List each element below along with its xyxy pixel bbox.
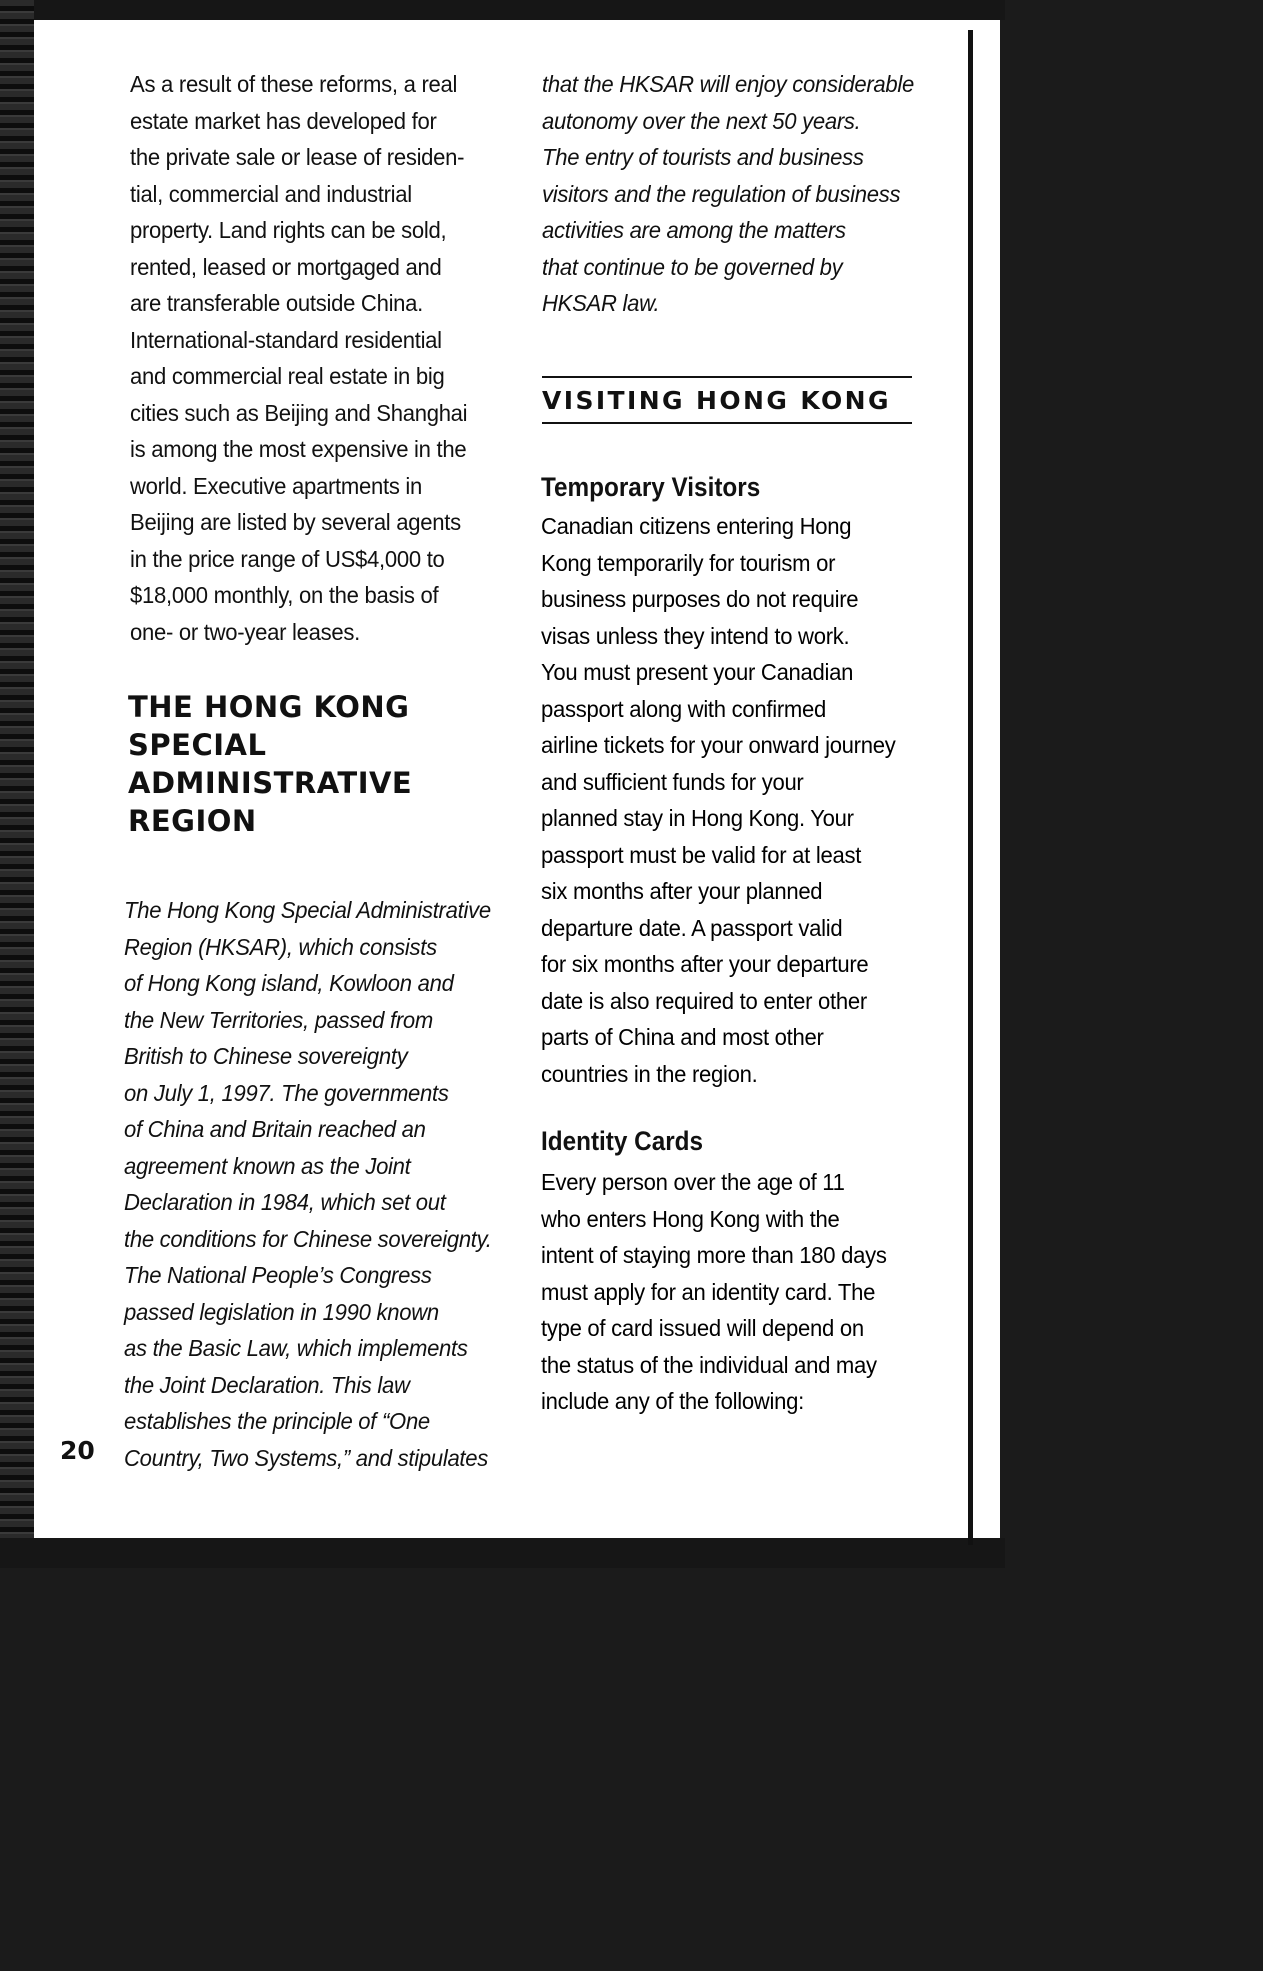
hksar-intro-block bbox=[124, 892, 507, 1476]
text-line: activities are among the matters bbox=[542, 217, 846, 243]
heading-line: ADMINISTRATIVE bbox=[128, 766, 413, 800]
heading-line: SPECIAL bbox=[128, 728, 267, 762]
text-line: in the price range of US$4,000 to bbox=[130, 545, 445, 572]
scan-left-edge bbox=[0, 0, 34, 1568]
text-line: tial, commercial and industrial bbox=[130, 180, 412, 207]
left-column bbox=[130, 66, 502, 650]
text-line: The Hong Kong Special Administrative bbox=[124, 897, 491, 923]
heading-line: REGION bbox=[128, 804, 257, 838]
text-line: cities such as Beijing and Shanghai bbox=[130, 399, 468, 426]
text-line: that continue to be governed by bbox=[542, 253, 843, 280]
text-line: Canadian citizens entering Hong bbox=[541, 513, 852, 539]
text-line: planned stay in Hong Kong. Your bbox=[541, 805, 854, 831]
text-line: autonomy over the next 50 years. bbox=[542, 107, 861, 134]
text-line: International-standard residential bbox=[130, 326, 442, 353]
text-line: estate market has developed for bbox=[130, 107, 437, 134]
text-line: type of card issued will depend on bbox=[541, 1315, 864, 1341]
text-line: establishes the principle of “One bbox=[124, 1408, 430, 1434]
text-line: business purposes do not require bbox=[541, 586, 859, 612]
text-line: passport along with confirmed bbox=[541, 695, 826, 722]
hksar-intro-paragraph bbox=[124, 892, 492, 1476]
page-right-border bbox=[968, 30, 973, 1545]
text-line: the conditions for Chinese sovereignty. bbox=[124, 1225, 492, 1252]
text-line: departure date. A passport valid bbox=[541, 914, 843, 941]
text-line: for six months after your departure bbox=[541, 951, 869, 977]
text-line: are transferable outside China. bbox=[130, 290, 424, 316]
page-number: 20 bbox=[60, 1436, 95, 1465]
temporary-visitors-paragraph bbox=[541, 508, 895, 1092]
text-line: six months after your planned bbox=[541, 878, 823, 904]
text-line: The entry of tourists and business bbox=[542, 144, 864, 170]
text-line: visitors and the regulation of business bbox=[542, 180, 901, 207]
text-line: You must present your Canadian bbox=[541, 659, 854, 685]
text-line: rented, leased or mortgaged and bbox=[130, 253, 442, 280]
text-line: The National People’s Congress bbox=[124, 1262, 432, 1288]
text-line: and sufficient funds for your bbox=[541, 768, 804, 795]
right-column bbox=[542, 66, 917, 322]
section-rule-bottom bbox=[542, 422, 912, 424]
identity-cards-block bbox=[541, 1164, 901, 1420]
scan-top-edge bbox=[0, 0, 1005, 20]
identity-cards-heading: Identity Cards bbox=[541, 1126, 704, 1156]
text-line: Region (HKSAR), which consists bbox=[124, 933, 437, 960]
text-line: who enters Hong Kong with the bbox=[541, 1205, 840, 1232]
text-line: Kong temporarily for tourism or bbox=[541, 549, 836, 576]
hksar-section-heading bbox=[128, 688, 412, 840]
text-line: British to Chinese sovereignty bbox=[124, 1043, 408, 1069]
text-line: Every person over the age of 11 bbox=[541, 1169, 845, 1195]
text-line: world. Executive apartments in bbox=[130, 472, 423, 499]
intro-paragraph bbox=[130, 66, 487, 650]
text-line: the status of the individual and may bbox=[541, 1351, 877, 1378]
text-line: parts of China and most other bbox=[541, 1024, 824, 1050]
temporary-visitors-block bbox=[541, 508, 910, 1092]
text-line: one- or two-year leases. bbox=[130, 618, 360, 645]
text-line: and commercial real estate in big bbox=[130, 363, 445, 389]
hksar-continued-paragraph bbox=[542, 66, 914, 322]
text-line: airline tickets for your onward journey bbox=[541, 732, 896, 758]
text-line: HKSAR law. bbox=[542, 290, 660, 316]
text-line: as the Basic Law, which implements bbox=[124, 1335, 468, 1361]
text-line: of Hong Kong island, Kowloon and bbox=[124, 970, 454, 996]
text-line: $18,000 monthly, on the basis of bbox=[130, 582, 439, 608]
text-line: date is also required to enter other bbox=[541, 987, 867, 1014]
text-line: passed legislation in 1990 known bbox=[124, 1298, 439, 1325]
text-line: that the HKSAR will enjoy considerable bbox=[542, 71, 914, 97]
text-line: on July 1, 1997. The governments bbox=[124, 1079, 449, 1106]
scan-bottom-edge bbox=[0, 1538, 1005, 1568]
text-line: the private sale or lease of residen- bbox=[130, 144, 465, 170]
text-line: passport must be valid for at least bbox=[541, 841, 862, 868]
text-line: of China and Britain reached an bbox=[124, 1116, 426, 1142]
text-line: Declaration in 1984, which set out bbox=[124, 1189, 446, 1215]
text-line: must apply for an identity card. The bbox=[541, 1278, 876, 1305]
identity-cards-paragraph bbox=[541, 1164, 887, 1420]
text-line: visas unless they intend to work. bbox=[541, 622, 850, 649]
text-line: countries in the region. bbox=[541, 1060, 758, 1087]
text-line: the Joint Declaration. This law bbox=[124, 1371, 410, 1398]
text-line: intent of staying more than 180 days bbox=[541, 1242, 887, 1268]
temporary-visitors-heading: Temporary Visitors bbox=[541, 472, 761, 502]
text-line: agreement known as the Joint bbox=[124, 1152, 411, 1179]
text-line: property. Land rights can be sold, bbox=[130, 217, 447, 243]
heading-line: THE HONG KONG bbox=[128, 690, 410, 724]
text-line: As a result of these reforms, a real bbox=[130, 71, 458, 97]
text-line: include any of the following: bbox=[541, 1388, 804, 1414]
text-line: Country, Two Systems,” and stipulates bbox=[124, 1444, 489, 1471]
visiting-hong-kong-heading: VISITING HONG KONG bbox=[542, 386, 891, 415]
text-line: is among the most expensive in the bbox=[130, 436, 467, 462]
text-line: Beijing are listed by several agents bbox=[130, 509, 461, 535]
text-line: the New Territories, passed from bbox=[124, 1006, 434, 1033]
section-rule-top bbox=[542, 376, 912, 378]
